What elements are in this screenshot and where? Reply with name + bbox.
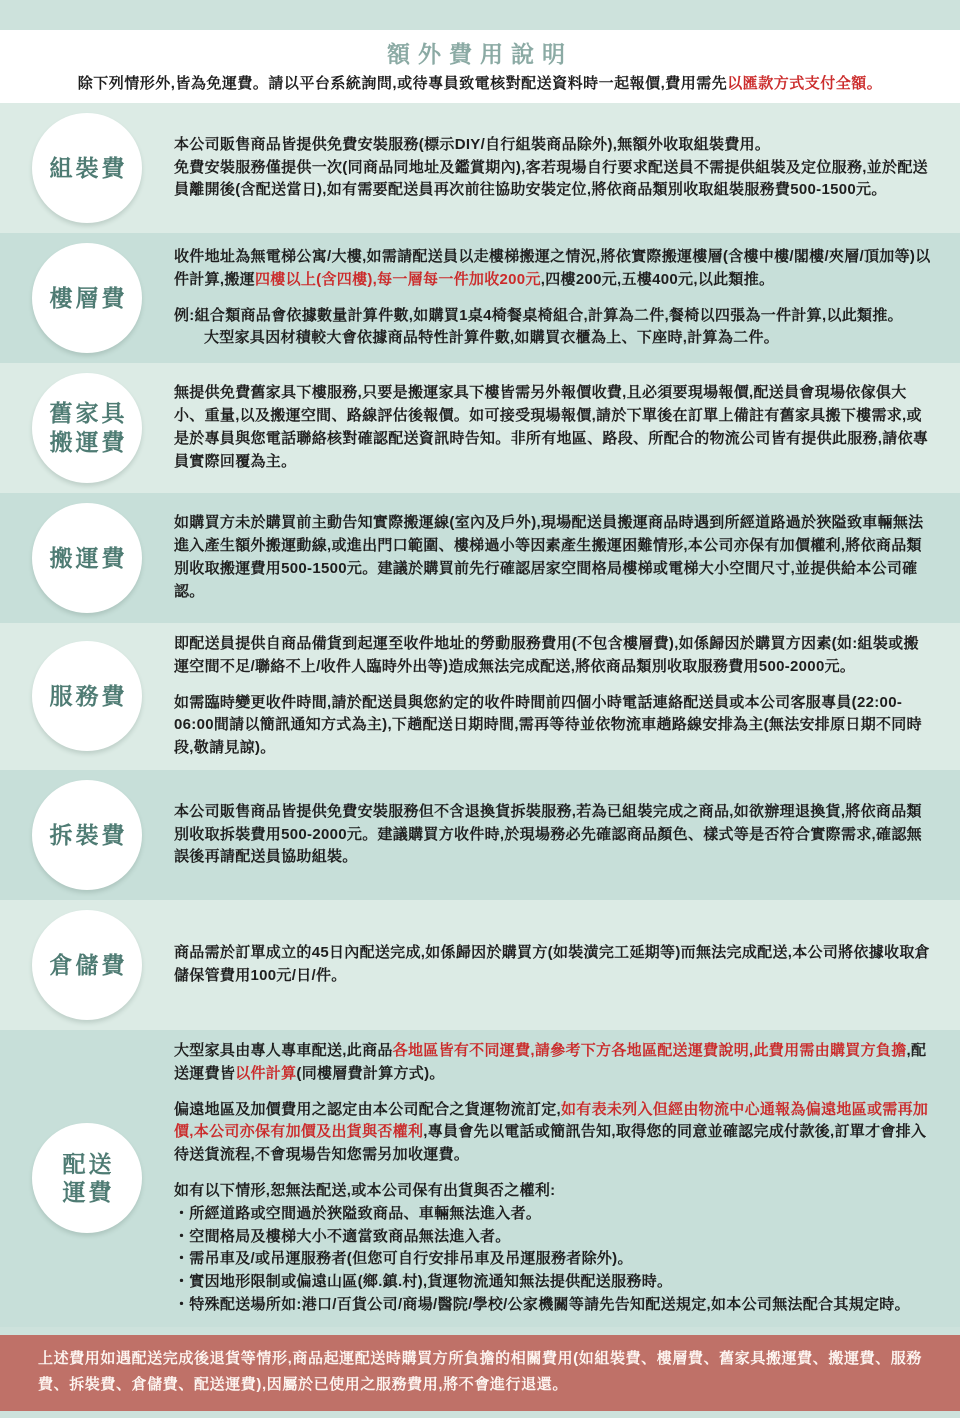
body-text: 偏遠地區及加價費用之認定由本公司配合之貨運物流訂定,	[174, 1100, 561, 1118]
body-text: ・需吊車及/或吊運服務者(但您可自行安排吊車及吊運服務者除外)。	[174, 1250, 633, 1268]
fee-row-floor-fee	[0, 233, 960, 363]
fee-paragraph	[174, 1180, 932, 1203]
body-text: ・特殊配送場所如:港口/百貨公司/商場/醫院/學校/公家機關等請先告知配送規定,如本公司無法配合其規定時。	[174, 1295, 910, 1313]
page-header	[0, 30, 960, 103]
fee-row-storage-fee	[0, 900, 960, 1030]
fee-label-text: 搬運費	[49, 429, 128, 455]
body-text: 即配送員提供自商品備貨到起運至收件地址的勞動服務費用(不包含樓層費),如係歸因於購買方因素(如:組裝或搬運空間不足/聯絡不上/收件人臨時外出等)造成無法完成配送,將依商品類別收取服務費用500-2000元。	[174, 635, 919, 675]
body-text: ,專員會先以電話或簡訊告知,取得您的同意並確認完成付款後,訂單才會排入待送貨流程,不會現場告知您需另加收運費。	[174, 1123, 927, 1164]
fee-row-service-fee	[0, 623, 960, 770]
fee-label-column	[0, 780, 174, 890]
fee-row-disassembly-fee	[0, 770, 960, 900]
body-text: 例:組合類商品會依據數量計算件數,如購買1桌4椅餐桌椅組合,計算為二件,餐椅以四張為一件計算,以此類推。	[174, 306, 903, 324]
body-text: 本公司販售商品皆提供免費安裝服務(標示DIY/自行組裝商品除外),無額外收取組裝費用。	[174, 135, 771, 153]
fee-label-text: 樓層費	[49, 284, 128, 311]
highlight-red-text: 以匯款方式支付全額。	[727, 75, 883, 92]
fee-label-column	[0, 1123, 174, 1233]
fee-paragraph	[174, 157, 932, 203]
fee-paragraph	[174, 1271, 932, 1294]
body-text: 大型家具因材積較大會依據商品特性計算件數,如購買衣櫃為上、下座時,計算為二件。	[204, 329, 780, 347]
fee-label-column	[0, 641, 174, 751]
highlight-red-text: 四樓以上(含四樓),每一層每一件加收200元	[254, 270, 541, 288]
fee-label-circle-moving-fee	[32, 503, 142, 613]
fee-paragraph	[174, 1203, 932, 1226]
highlight-red-text: 以件計算	[235, 1064, 297, 1082]
fee-label-text: 服務費	[49, 683, 128, 710]
fee-label-text: 拆裝費	[49, 821, 128, 848]
body-text: 收件地址為無電梯公寓/大樓,如需請配送員以走樓梯搬運之情況,將依實際搬運樓層(含樓中樓/閣樓/夾層/頂加等)以件計算,搬運	[174, 247, 931, 288]
body-text: ・空間格局及樓梯大小不適當致商品無法進入者。	[174, 1227, 511, 1245]
fee-label-text: 配送	[62, 1150, 115, 1177]
fee-label-column	[0, 910, 174, 1020]
top-band	[0, 0, 960, 30]
fee-paragraph	[174, 1294, 932, 1317]
body-text: 無提供免費舊家具下樓服務,只要是搬運家具下樓皆需另外報價收費,且必須要現場報價,配送員會現場依傢俱大小、重量,以及搬運空間、路線評估後報價。如可接受現場報價,請於下單後在訂單上備註有舊家具搬下樓需求,或是於專員與您電話聯絡核對確認配送資訊時告知。非所有地區、路段、所配合的物流公司皆有提供此服務,請依專員實際回覆為主。	[174, 384, 929, 470]
fee-paragraph	[174, 692, 932, 760]
fee-row-delivery-shipping-fee	[0, 1030, 960, 1327]
fee-label-circle-storage-fee	[32, 910, 142, 1020]
highlight-red-text: 各地區皆有不同運費,請參考下方各地區配送運費說明,此費用需由購買方負擔	[392, 1041, 907, 1059]
body-text: ,配送運費皆	[174, 1041, 927, 1082]
fee-rows	[0, 103, 960, 1327]
page-title: 額外費用說明	[387, 41, 573, 67]
fee-description	[174, 134, 932, 202]
fee-label-text: 組裝費	[49, 154, 128, 181]
fee-paragraph	[174, 382, 932, 473]
fee-description	[174, 801, 932, 869]
body-text: 商品需於訂單成立的45日內配送完成,如係歸因於購買方(如裝潢完工延期等)而無法完成配送,本公司將依據收取倉儲保管費用100元/日/件。	[174, 944, 930, 984]
body-text: 如購買方未於購買前主動告知實際搬運線(室內及戶外),現場配送員搬運商品時遇到所經道路過於狹隘致車輛無法進入產生額外搬運動線,或進出門口範圍、樓梯過小等因素產生搬運困難情形,本公司亦保有加價權利,將依商品類別收取搬運費用500-1500元。建議於購買前先行確認居家空間格局樓梯或電梯大小空間尺寸,並提供給本公司確認。	[174, 514, 924, 600]
body-text: 如有以下情形,恕無法配送,或本公司保有出貨與否之權利:	[174, 1181, 556, 1199]
fee-label-circle-service-fee	[32, 641, 142, 751]
fee-paragraph	[174, 327, 932, 350]
fee-description	[174, 512, 932, 603]
fee-paragraph	[174, 1248, 932, 1271]
fee-label-circle-disassembly-fee	[32, 780, 142, 890]
fee-label-column	[0, 113, 174, 223]
fee-row-old-furniture-moving-fee	[0, 363, 960, 493]
page-subtitle	[20, 72, 940, 93]
fee-label-text: 運費	[62, 1179, 115, 1206]
fee-label-text: 搬運費	[49, 544, 128, 571]
body-text: (同樓層費計算方式)。	[296, 1064, 445, 1082]
body-text: 大型家具由專人專車配送,此商品	[174, 1041, 393, 1059]
fee-label-column	[0, 373, 174, 483]
fee-paragraph	[174, 134, 932, 157]
fee-label-column	[0, 243, 174, 353]
fee-paragraph	[174, 305, 932, 328]
fee-description	[174, 942, 932, 988]
footer-gap	[0, 1327, 960, 1335]
fee-label-circle-assembly-fee	[32, 113, 142, 223]
body-text: 免費安裝服務僅提供一次(同商品同地址及鑑賞期內),客若現場自行要求配送員不需提供組裝及定位服務,並於配送員離開後(含配送當日),如有需要配送員再次前往協助安裝定位,將依商品類別收取組裝服務費500-1500元。	[174, 158, 928, 199]
fee-paragraph	[174, 512, 932, 603]
fee-row-assembly-fee	[0, 103, 960, 233]
body-text: 除下列情形外,皆為免運費。請以平台系統詢問,或待專員致電核對配送資料時一起報價,費用需先	[77, 75, 728, 92]
fee-paragraph	[174, 633, 932, 679]
body-text: 如需臨時變更收件時間,請於配送員與您約定的收件時間前四個小時電話連絡配送員或本公司客服專員(22:00-06:00間請以簡訊通知方式為主),下趟配送日期時間,需再等待並依物流車趟路線安排為主(無法安排原日期不同時段,敬請見諒)。	[174, 693, 922, 757]
fee-label-circle-old-furniture-moving-fee	[32, 373, 142, 483]
fee-description	[174, 1040, 932, 1317]
fee-row-moving-fee	[0, 493, 960, 623]
fee-description	[174, 633, 932, 760]
fee-label-column	[0, 503, 174, 613]
fee-description	[174, 246, 932, 350]
fee-paragraph	[174, 1040, 932, 1086]
body-text: ,四樓200元,五樓400元,以此類推。	[540, 270, 775, 288]
fee-label-circle-floor-fee	[32, 243, 142, 353]
body-text: 本公司販售商品皆提供免費安裝服務但不含退換貨拆裝服務,若為已組裝完成之商品,如欲辦理退換貨,將依商品類別收取拆裝費用500-2000元。建議購買方收件時,於現場務必先確認商品顏色、樣式等是否符合實際需求,確認無誤後再請配送員協助組裝。	[174, 802, 922, 866]
body-text: ・所經道路或空間過於狹隘致商品、車輛無法進入者。	[174, 1204, 542, 1222]
fee-paragraph	[174, 801, 932, 869]
fee-paragraph	[174, 942, 932, 988]
fee-label-text: 倉儲費	[49, 951, 128, 978]
fee-description	[174, 382, 932, 473]
bottom-band	[0, 1411, 960, 1418]
highlight-red-text: 如有表未列入但經由物流中心通報為偏遠地區或需再加價,本公司亦保有加價及出貨與否權利	[174, 1100, 929, 1141]
body-text: ・實因地形限制或偏遠山區(鄉.鎮.村),貨運物流通知無法提供配送服務時。	[174, 1273, 673, 1291]
fee-paragraph	[174, 1099, 932, 1167]
fee-paragraph	[174, 246, 932, 292]
fee-label-text: 舊家具	[49, 400, 128, 427]
fee-label-circle-delivery-shipping-fee	[32, 1123, 142, 1233]
fee-paragraph	[174, 1226, 932, 1249]
refund-notice-footer: 上述費用如遇配送完成後退貨等情形,商品起運配送時購買方所負擔的相關費用(如組裝費、樓層費、舊家具搬運費、搬運費、服務費、拆裝費、倉儲費、配送運費),因屬於已使用之服務費用,將不會進行退還。	[0, 1335, 960, 1412]
